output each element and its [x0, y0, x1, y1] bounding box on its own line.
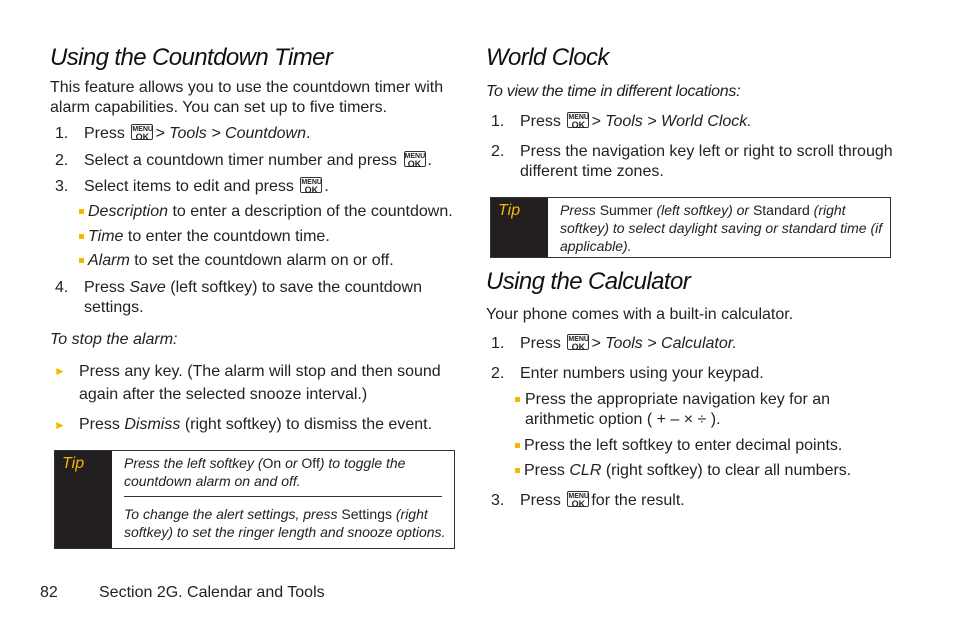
- bullet-icon: [79, 258, 84, 263]
- bullet-icon: [515, 468, 520, 473]
- tip-text-1: Press the left softkey (On or Off) to toggle the countdown alarm on and off.: [124, 455, 406, 489]
- tip-divider: [124, 496, 442, 497]
- arrow-bullet-icon: ►: [54, 418, 66, 432]
- calculator-title: Using the Calculator: [486, 268, 691, 295]
- calc-subitem-2: Press the left softkey to enter decimal points.: [515, 436, 842, 456]
- bullet-icon: [79, 209, 84, 214]
- section-title: Section 2G. Calendar and Tools: [99, 584, 325, 601]
- countdown-title: Using the Countdown Timer: [50, 44, 333, 71]
- world-clock-title: World Clock: [486, 44, 609, 71]
- subitem-time: Time to enter the countdown time.: [79, 227, 330, 247]
- arrow-bullet-icon: ►: [54, 364, 66, 378]
- menu-ok-key-icon: MENU OK: [301, 179, 322, 195]
- calc-subitem-3: Press CLR (right softkey) to clear all numbers.: [515, 461, 851, 481]
- menu-ok-key-icon: MENU OK: [568, 114, 589, 130]
- bullet-icon: [515, 443, 520, 448]
- menu-ok-key-icon: MENU OK: [132, 126, 153, 142]
- tip-label: Tip: [498, 202, 521, 219]
- stop-alarm-heading: To stop the alarm:: [50, 331, 178, 348]
- menu-ok-key-icon: MENU OK: [404, 153, 426, 169]
- world-clock-tip-text: Press Summer (left softkey) or Standard (right softkey) to select daylight saving or standard time (if applicable).: [560, 202, 883, 254]
- bullet-icon: [515, 397, 520, 402]
- page-number: 82: [40, 584, 58, 601]
- countdown-intro: This feature allows you to use the countdown timer with alarm capabilities. You can set up to five timers.: [50, 79, 444, 116]
- world-clock-sub: To view the time in different locations:: [486, 83, 741, 100]
- tip-box: [54, 450, 455, 549]
- subitem-description: Description to enter a description of the countdown.: [79, 202, 453, 222]
- tip-text-2: To change the alert settings, press Settings (right softkey) to set the ringer length and snooze options.: [124, 506, 446, 540]
- tip-label: Tip: [62, 455, 85, 472]
- bullet-icon: [79, 234, 84, 239]
- world-clock-tip-box: [490, 197, 891, 258]
- subitem-alarm: Alarm to set the countdown alarm on or off.: [79, 251, 394, 271]
- menu-ok-key-icon: MENU OK: [568, 493, 589, 509]
- menu-ok-key-icon: MENU OK: [568, 336, 589, 352]
- calculator-intro: Your phone comes with a built-in calculator.: [486, 306, 794, 323]
